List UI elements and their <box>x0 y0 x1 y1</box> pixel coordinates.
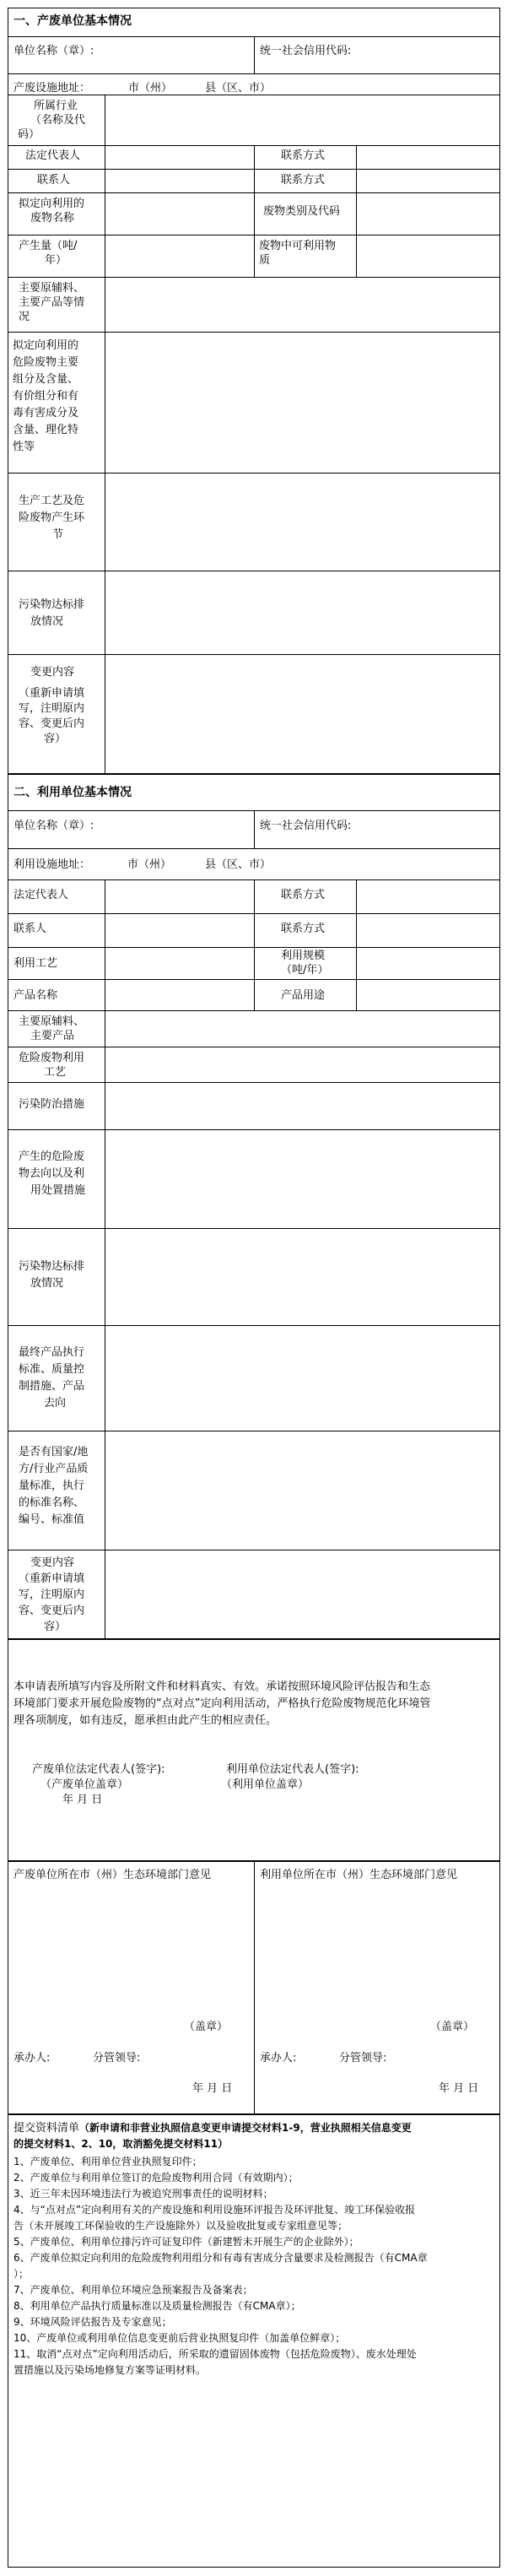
s2-scale-label: 利用规模 <box>281 950 326 962</box>
s1-output-label: 产生量（吨/ <box>19 240 78 252</box>
user-ee-opinion-title: 利用单位所在市（州）生态环境部门意见 <box>260 1869 458 1881</box>
s2-product-use-label: 产品用途 <box>281 989 326 1002</box>
s1-composition-label: 有价组分和有 <box>13 390 79 403</box>
s1-credit-code-label: 统一社会信用代码: <box>260 45 352 57</box>
s2-hw-process-label: 工艺 <box>44 1066 67 1079</box>
checklist-item: 7、产废单位、利用单位环境应急预案报告及备案表； <box>13 2284 253 2296</box>
divider <box>8 654 500 655</box>
checklist-item: 置措施以及污染场地修复方案等证明材料。 <box>13 2364 207 2376</box>
s2-credit-code-label: 统一社会信用代码: <box>260 820 352 832</box>
s1-usable-label: 废物中可利用物 <box>259 240 337 252</box>
s1-waste-name-label: 废物名称 <box>30 212 75 225</box>
checklist-item: 5、产废单位、利用单位排污许可证复印件（新建暂未开展生产的企业除外）； <box>13 2236 359 2248</box>
s1-waste-code-label: 废物类别及代码 <box>263 205 341 218</box>
user-signature-label: 利用单位法定代表人(签字): <box>226 1763 359 1776</box>
s1-composition-label: 危险废物主要 <box>13 356 79 369</box>
s1-industry-label: 码） <box>18 128 40 141</box>
s2-generated-hw-label: 产生的危险废 <box>19 1150 85 1163</box>
divider <box>8 277 500 278</box>
s1-usable-label: 质 <box>259 254 271 267</box>
divider <box>254 1861 255 2114</box>
divider <box>254 879 255 1010</box>
divider <box>8 913 500 914</box>
s1-change-label: 变更内容 <box>30 666 75 679</box>
right-date-label: 年 月 日 <box>439 2082 479 2095</box>
divider <box>8 192 500 193</box>
divider <box>8 332 500 333</box>
s2-generated-hw-label: 物去向以及利 <box>19 1167 85 1180</box>
s1-waste-name-label: 拟定向利用的 <box>19 198 85 210</box>
s2-unit-name-label: 单位名称（章）: <box>13 820 94 832</box>
divider <box>8 1129 500 1130</box>
s1-facility-address-label: 产废设施地址： <box>13 82 91 95</box>
checklist-title-text: 提交资料清单 <box>13 2122 80 2135</box>
s1-output-label: 年） <box>45 254 67 267</box>
left-handler-label: 承办人: <box>13 2052 51 2065</box>
s2-contact-way2-label: 联系方式 <box>281 923 326 935</box>
right-seal-label: （盖章） <box>430 2021 475 2033</box>
producer-signature-label: 产废单位法定代表人(签字): <box>32 1763 165 1776</box>
s1-process-label: 险废物产生环 <box>19 511 85 524</box>
pledge-block <box>8 1639 500 1861</box>
s2-standard-label: 制措施、产品 <box>19 1380 85 1393</box>
checklist-item: ）； <box>13 2268 30 2280</box>
checklist-title <box>13 2121 412 2135</box>
divider <box>8 1325 500 1326</box>
s2-rawmat-label: 主要产品 <box>30 1030 75 1042</box>
right-handler-label: 承办人: <box>260 2052 297 2065</box>
s1-composition-label: 拟定向利用的 <box>13 339 79 352</box>
checklist-item: 9、环境风险评估报告及专家意见； <box>13 2316 172 2328</box>
divider <box>8 1010 500 1011</box>
s2-facility-address-label: 利用设施地址： <box>13 858 91 871</box>
s2-national-standard-label: 的标准名称、 <box>19 1496 85 1509</box>
s2-legal-rep-label: 法定代表人 <box>13 889 69 901</box>
section2-title: 二、利用单位基本情况 <box>13 786 132 799</box>
s1-contact-way-label: 联系方式 <box>281 149 326 162</box>
s2-rawmat-label: 主要原辅料、 <box>19 1015 85 1028</box>
s2-national-standard-label: 编号、标准值 <box>19 1513 85 1526</box>
s2-national-standard-label: 量标准，执行 <box>19 1480 85 1492</box>
divider <box>8 947 500 948</box>
divider <box>8 1082 500 1083</box>
s1-process-label: 生产工艺及危 <box>19 495 85 507</box>
s2-change-label: （重新申请填 <box>19 1572 85 1585</box>
right-leader-label: 分管领导: <box>339 2052 387 2065</box>
divider <box>8 848 500 849</box>
s2-process-label: 利用工艺 <box>13 957 58 970</box>
s2-city-label: 市（州） <box>127 858 172 871</box>
s1-legal-rep-label: 法定代表人 <box>25 149 81 162</box>
divider <box>8 169 500 170</box>
checklist-note: 的提交材料1、2、10，取消豁免提交材料11） <box>13 2138 229 2150</box>
s2-hw-process-label: 危险废物利用 <box>19 1052 85 1064</box>
checklist-item: 11、取消“点对点”定向利用活动后，所采取的遗留固体废物（包括危险废物）、废水处理处 <box>13 2348 417 2360</box>
s2-change-label: 容） <box>44 1621 67 1633</box>
s1-change-label: 容、变更后内 <box>19 717 85 730</box>
divider <box>8 473 500 474</box>
s2-change-label: 变更内容 <box>30 1556 75 1569</box>
checklist-note: （新申请和非营业执照信息变更申请提交材料1-9，营业执照相关信息变更 <box>79 2122 412 2134</box>
checklist-item: 6、产废单位拟定向利用的危险废物利用组分和有毒有害成分含量要求及检测报告（有CMA章 <box>13 2252 428 2264</box>
s1-process-label: 节 <box>52 528 64 541</box>
checklist-item: 3、近三年未因环境违法行为被追究刑事责任的说明材料； <box>13 2188 273 2200</box>
producer-ee-opinion-title: 产废单位所在市（州）生态环境部门意见 <box>13 1869 212 1881</box>
divider <box>8 73 500 74</box>
s2-contact-person-label: 联系人 <box>13 923 47 935</box>
s1-county-label: 县（区、市） <box>205 82 272 95</box>
producer-seal-label: （产废单位盖章） <box>40 1778 129 1791</box>
s2-product-label: 产品名称 <box>13 989 58 1002</box>
pledge-text: 理各项制度，如有违反，愿承担由此产生的相应责任。 <box>13 1714 278 1727</box>
s1-rawmat-label: 主要原辅料、 <box>19 282 85 295</box>
producer-date-label: 年 月 日 <box>62 1794 103 1806</box>
s1-unit-name-label: 单位名称（章）: <box>13 45 94 57</box>
divider <box>254 36 255 73</box>
section1-title: 一、产废单位基本情况 <box>13 14 132 28</box>
left-date-label: 年 月 日 <box>192 2082 233 2095</box>
s1-contact-way2-label: 联系方式 <box>281 174 326 187</box>
s1-rawmat-label: 况 <box>19 311 30 323</box>
s1-pollutant-label: 放情况 <box>30 615 64 628</box>
s1-change-label: 容） <box>44 733 67 745</box>
divider <box>254 810 255 848</box>
s1-industry-label: （名称及代 <box>30 114 86 127</box>
s2-contact-way-label: 联系方式 <box>281 889 326 901</box>
checklist-item: 1、产废单位、利用单位营业执照复印件； <box>13 2156 202 2167</box>
checklist-item: 8、利用单位产品执行质量标准以及质量检测报告（有CMA章）； <box>13 2300 301 2312</box>
s2-change-label: 写，注明原内 <box>19 1588 85 1601</box>
s1-pollutant-label: 污染物达标排 <box>19 598 85 611</box>
divider <box>254 145 255 277</box>
s2-national-standard-label: 是否有国家/地 <box>19 1446 89 1458</box>
user-seal-label: （利用单位盖章） <box>221 1778 310 1791</box>
s2-standard-label: 标准、质量控 <box>19 1363 85 1376</box>
divider <box>356 145 357 277</box>
left-leader-label: 分管领导: <box>93 2052 141 2065</box>
s2-scale-label: （吨/年） <box>281 964 329 977</box>
checklist-item: 2、产废单位与利用单位签订的危险废物利用合同（有效期内）； <box>13 2172 299 2184</box>
checklist-item: 10、产废单位或利用单位信息变更前后营业执照复印件（加盖单位鲜章）； <box>13 2332 346 2344</box>
s2-county-label: 县（区、市） <box>205 858 272 871</box>
divider <box>8 1228 500 1229</box>
s2-pollutant-label: 污染物达标排 <box>19 1260 85 1273</box>
s1-change-label: 写，注明原内 <box>19 702 85 715</box>
s2-standard-label: 最终产品执行 <box>19 1346 85 1359</box>
s2-change-label: 容、变更后内 <box>19 1605 85 1617</box>
pledge-text: 环境部门要求开展危险废物的“点对点”定向利用活动，严格执行危险废物规范化环境管 <box>13 1697 431 1710</box>
s2-generated-hw-label: 用处置措施 <box>30 1184 86 1197</box>
pledge-text: 本申请表所填写内容及所附文件和材料真实、有效。承诺按照环境风险评估报告和生态 <box>13 1680 431 1693</box>
s1-industry-label: 所属行业 <box>34 100 78 112</box>
s1-composition-label: 含量、理化特 <box>13 424 79 436</box>
left-seal-label: （盖章） <box>184 2021 229 2033</box>
divider <box>356 879 357 1010</box>
s1-composition-label: 毒有害成分及 <box>13 407 79 419</box>
s1-change-label: （重新申请填 <box>19 687 85 700</box>
s1-city-label: 市（州） <box>128 82 173 95</box>
s2-standard-label: 去向 <box>44 1397 67 1410</box>
divider <box>8 979 500 980</box>
s1-rawmat-label: 主要产品等情 <box>19 296 85 309</box>
s2-national-standard-label: 方/行业产品质 <box>19 1463 89 1475</box>
s2-pollutant-label: 放情况 <box>30 1277 64 1290</box>
checklist-item: 告（未开展竣工环保验收的生产设施除外）以及验收批复或专家组意见等； <box>13 2220 348 2232</box>
s2-pollution-prevention-label: 污染防治措施 <box>19 1098 85 1111</box>
s1-composition-label: 组分及含量、 <box>13 373 79 386</box>
checklist-item: 4、与“点对点”定向利用有关的产废设施和利用设施环评报告及环评批复、竣工环保验收报 <box>13 2204 416 2216</box>
s1-contact-person-label: 联系人 <box>37 174 71 187</box>
s1-composition-label: 性等 <box>13 441 35 453</box>
